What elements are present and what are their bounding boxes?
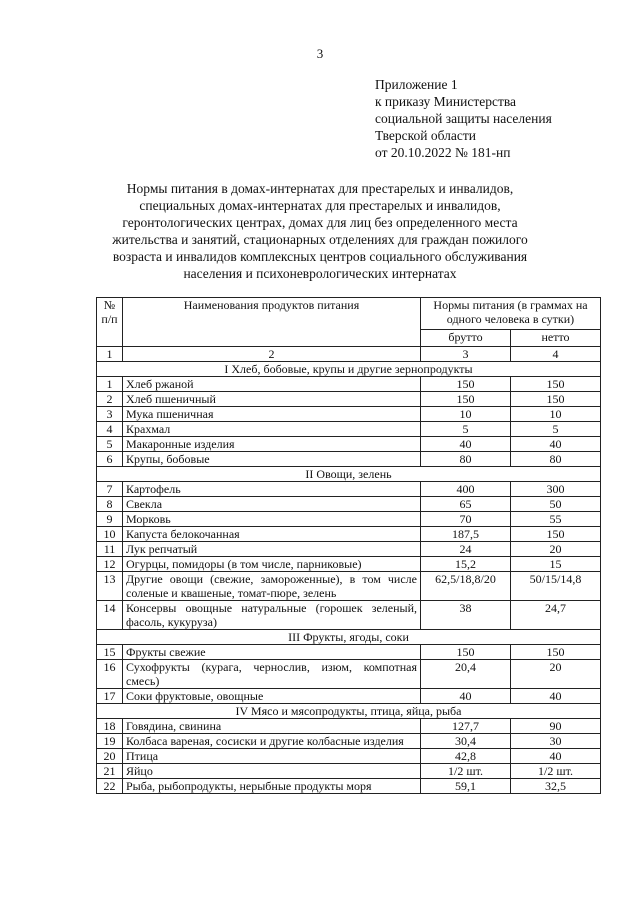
- table-row: [97, 407, 601, 422]
- brutto-value: 1/2 шт.: [421, 764, 511, 779]
- row-number: 19: [97, 734, 123, 749]
- section-row: [97, 362, 601, 377]
- row-number: 1: [97, 377, 123, 392]
- row-number: 18: [97, 719, 123, 734]
- table-row: [97, 734, 601, 749]
- title-line: специальных домах-интернатах для престарелых и инвалидов,: [139, 198, 501, 213]
- column-number: 4: [511, 347, 601, 362]
- product-name: Другие овощи (свежие, замороженные), в том числе соленые и квашеные, томат-пюре, зелень: [123, 572, 421, 601]
- product-name: Мука пшеничная: [123, 407, 421, 422]
- appendix-line: социальной защиты населения: [375, 111, 552, 126]
- table-row: [97, 689, 601, 704]
- table-row: [97, 645, 601, 660]
- table-row: [97, 719, 601, 734]
- product-name: Крупы, бобовые: [123, 452, 421, 467]
- product-name: Колбаса вареная, сосиски и другие колбасные изделия: [123, 734, 421, 749]
- row-number: 4: [97, 422, 123, 437]
- product-name: Огурцы, помидоры (в том числе, парниковые): [123, 557, 421, 572]
- brutto-value: 15,2: [421, 557, 511, 572]
- page-number: 3: [316, 46, 324, 61]
- row-number: 14: [97, 601, 123, 630]
- row-number: 8: [97, 497, 123, 512]
- row-number: 21: [97, 764, 123, 779]
- brutto-value: 65: [421, 497, 511, 512]
- table-row: [97, 527, 601, 542]
- product-name: Капуста белокочанная: [123, 527, 421, 542]
- row-number: 12: [97, 557, 123, 572]
- table-row: [97, 779, 601, 794]
- row-number: 13: [97, 572, 123, 601]
- netto-value: 40: [511, 437, 601, 452]
- product-name: Соки фруктовые, овощные: [123, 689, 421, 704]
- table-row: [97, 437, 601, 452]
- section-row: [97, 630, 601, 645]
- brutto-value: 62,5/18,8/20: [421, 572, 511, 601]
- brutto-value: 40: [421, 437, 511, 452]
- table-row: [97, 660, 601, 689]
- product-name: Птица: [123, 749, 421, 764]
- row-number: 16: [97, 660, 123, 689]
- netto-value: 50/15/14,8: [511, 572, 601, 601]
- header-row: [97, 298, 601, 330]
- product-name: Макаронные изделия: [123, 437, 421, 452]
- brutto-value: 38: [421, 601, 511, 630]
- header-name: Наименования продуктов питания: [123, 298, 421, 347]
- table-row: [97, 542, 601, 557]
- product-name: Сухофрукты (курага, чернослив, изюм, компотная смесь): [123, 660, 421, 689]
- row-number: 10: [97, 527, 123, 542]
- header-norms: Нормы питания (в граммах на одного человека в сутки): [421, 298, 601, 330]
- brutto-value: 150: [421, 645, 511, 660]
- row-number: 9: [97, 512, 123, 527]
- title-line: возраста и инвалидов комплексных центров социального обслуживания: [112, 249, 528, 264]
- appendix-line: к приказу Министерства: [375, 94, 517, 109]
- table-row: [97, 512, 601, 527]
- brutto-value: 40: [421, 689, 511, 704]
- brutto-value: 30,4: [421, 734, 511, 749]
- row-number: 15: [97, 645, 123, 660]
- netto-value: 55: [511, 512, 601, 527]
- brutto-value: 70: [421, 512, 511, 527]
- product-name: Лук репчатый: [123, 542, 421, 557]
- table-row: [97, 764, 601, 779]
- row-number: 5: [97, 437, 123, 452]
- title-line: жительства и занятий, стационарных отделениях для граждан пожилого: [112, 232, 528, 247]
- brutto-value: 187,5: [421, 527, 511, 542]
- table-row: [97, 497, 601, 512]
- header-netto: нетто: [511, 330, 601, 347]
- appendix-line: Приложение 1: [375, 77, 458, 92]
- row-number: 20: [97, 749, 123, 764]
- netto-value: 15: [511, 557, 601, 572]
- appendix-block: [375, 76, 552, 161]
- table-row: [97, 377, 601, 392]
- product-name: Говядина, свинина: [123, 719, 421, 734]
- table-row: [97, 482, 601, 497]
- row-number: 17: [97, 689, 123, 704]
- netto-value: 80: [511, 452, 601, 467]
- netto-value: 150: [511, 527, 601, 542]
- netto-value: 20: [511, 660, 601, 689]
- netto-value: 20: [511, 542, 601, 557]
- brutto-value: 150: [421, 392, 511, 407]
- product-name: Рыба, рыбопродукты, нерыбные продукты моря: [123, 779, 421, 794]
- netto-value: 40: [511, 689, 601, 704]
- product-name: Крахмал: [123, 422, 421, 437]
- brutto-value: 10: [421, 407, 511, 422]
- product-name: Фрукты свежие: [123, 645, 421, 660]
- table-row: [97, 749, 601, 764]
- table-row: [97, 572, 601, 601]
- document-title: [95, 180, 545, 282]
- brutto-value: 400: [421, 482, 511, 497]
- product-name: Свекла: [123, 497, 421, 512]
- netto-value: 5: [511, 422, 601, 437]
- row-number: 2: [97, 392, 123, 407]
- column-number: 2: [123, 347, 421, 362]
- product-name: Хлеб ржаной: [123, 377, 421, 392]
- netto-value: 150: [511, 645, 601, 660]
- table-row: [97, 392, 601, 407]
- table-row: [97, 422, 601, 437]
- column-numbers-row: [97, 347, 601, 362]
- product-name: Хлеб пшеничный: [123, 392, 421, 407]
- nutrition-norms-table: [96, 297, 601, 794]
- netto-value: 50: [511, 497, 601, 512]
- netto-value: 32,5: [511, 779, 601, 794]
- brutto-value: 127,7: [421, 719, 511, 734]
- header-brutto: брутто: [421, 330, 511, 347]
- netto-value: 150: [511, 377, 601, 392]
- brutto-value: 20,4: [421, 660, 511, 689]
- product-name: Морковь: [123, 512, 421, 527]
- netto-value: 30: [511, 734, 601, 749]
- title-line: Нормы питания в домах-интернатах для престарелых и инвалидов,: [126, 181, 514, 196]
- appendix-line: Тверской области: [375, 128, 476, 143]
- netto-value: 300: [511, 482, 601, 497]
- netto-value: 1/2 шт.: [511, 764, 601, 779]
- netto-value: 150: [511, 392, 601, 407]
- section-title: III Фрукты, ягоды, соки: [97, 630, 601, 645]
- title-line: населения и психоневрологических интернатах: [183, 266, 457, 281]
- brutto-value: 24: [421, 542, 511, 557]
- row-number: 7: [97, 482, 123, 497]
- header-num: № п/п: [97, 298, 123, 347]
- netto-value: 90: [511, 719, 601, 734]
- section-row: [97, 467, 601, 482]
- column-number: 1: [97, 347, 123, 362]
- row-number: 6: [97, 452, 123, 467]
- product-name: Консервы овощные натуральные (горошек зеленый, фасоль, кукуруза): [123, 601, 421, 630]
- table-row: [97, 452, 601, 467]
- section-title: II Овощи, зелень: [97, 467, 601, 482]
- brutto-value: 150: [421, 377, 511, 392]
- brutto-value: 5: [421, 422, 511, 437]
- section-row: [97, 704, 601, 719]
- table-row: [97, 557, 601, 572]
- netto-value: 24,7: [511, 601, 601, 630]
- product-name: Картофель: [123, 482, 421, 497]
- brutto-value: 59,1: [421, 779, 511, 794]
- appendix-line: от 20.10.2022 № 181-нп: [375, 145, 511, 160]
- table-body: [97, 362, 601, 794]
- brutto-value: 42,8: [421, 749, 511, 764]
- title-line: геронтологических центрах, домах для лиц без определенного места: [122, 215, 518, 230]
- brutto-value: 80: [421, 452, 511, 467]
- column-number: 3: [421, 347, 511, 362]
- row-number: 22: [97, 779, 123, 794]
- table-row: [97, 601, 601, 630]
- product-name: Яйцо: [123, 764, 421, 779]
- netto-value: 10: [511, 407, 601, 422]
- row-number: 11: [97, 542, 123, 557]
- row-number: 3: [97, 407, 123, 422]
- section-title: IV Мясо и мясопродукты, птица, яйца, рыба: [97, 704, 601, 719]
- netto-value: 40: [511, 749, 601, 764]
- section-title: I Хлеб, бобовые, крупы и другие зернопродукты: [97, 362, 601, 377]
